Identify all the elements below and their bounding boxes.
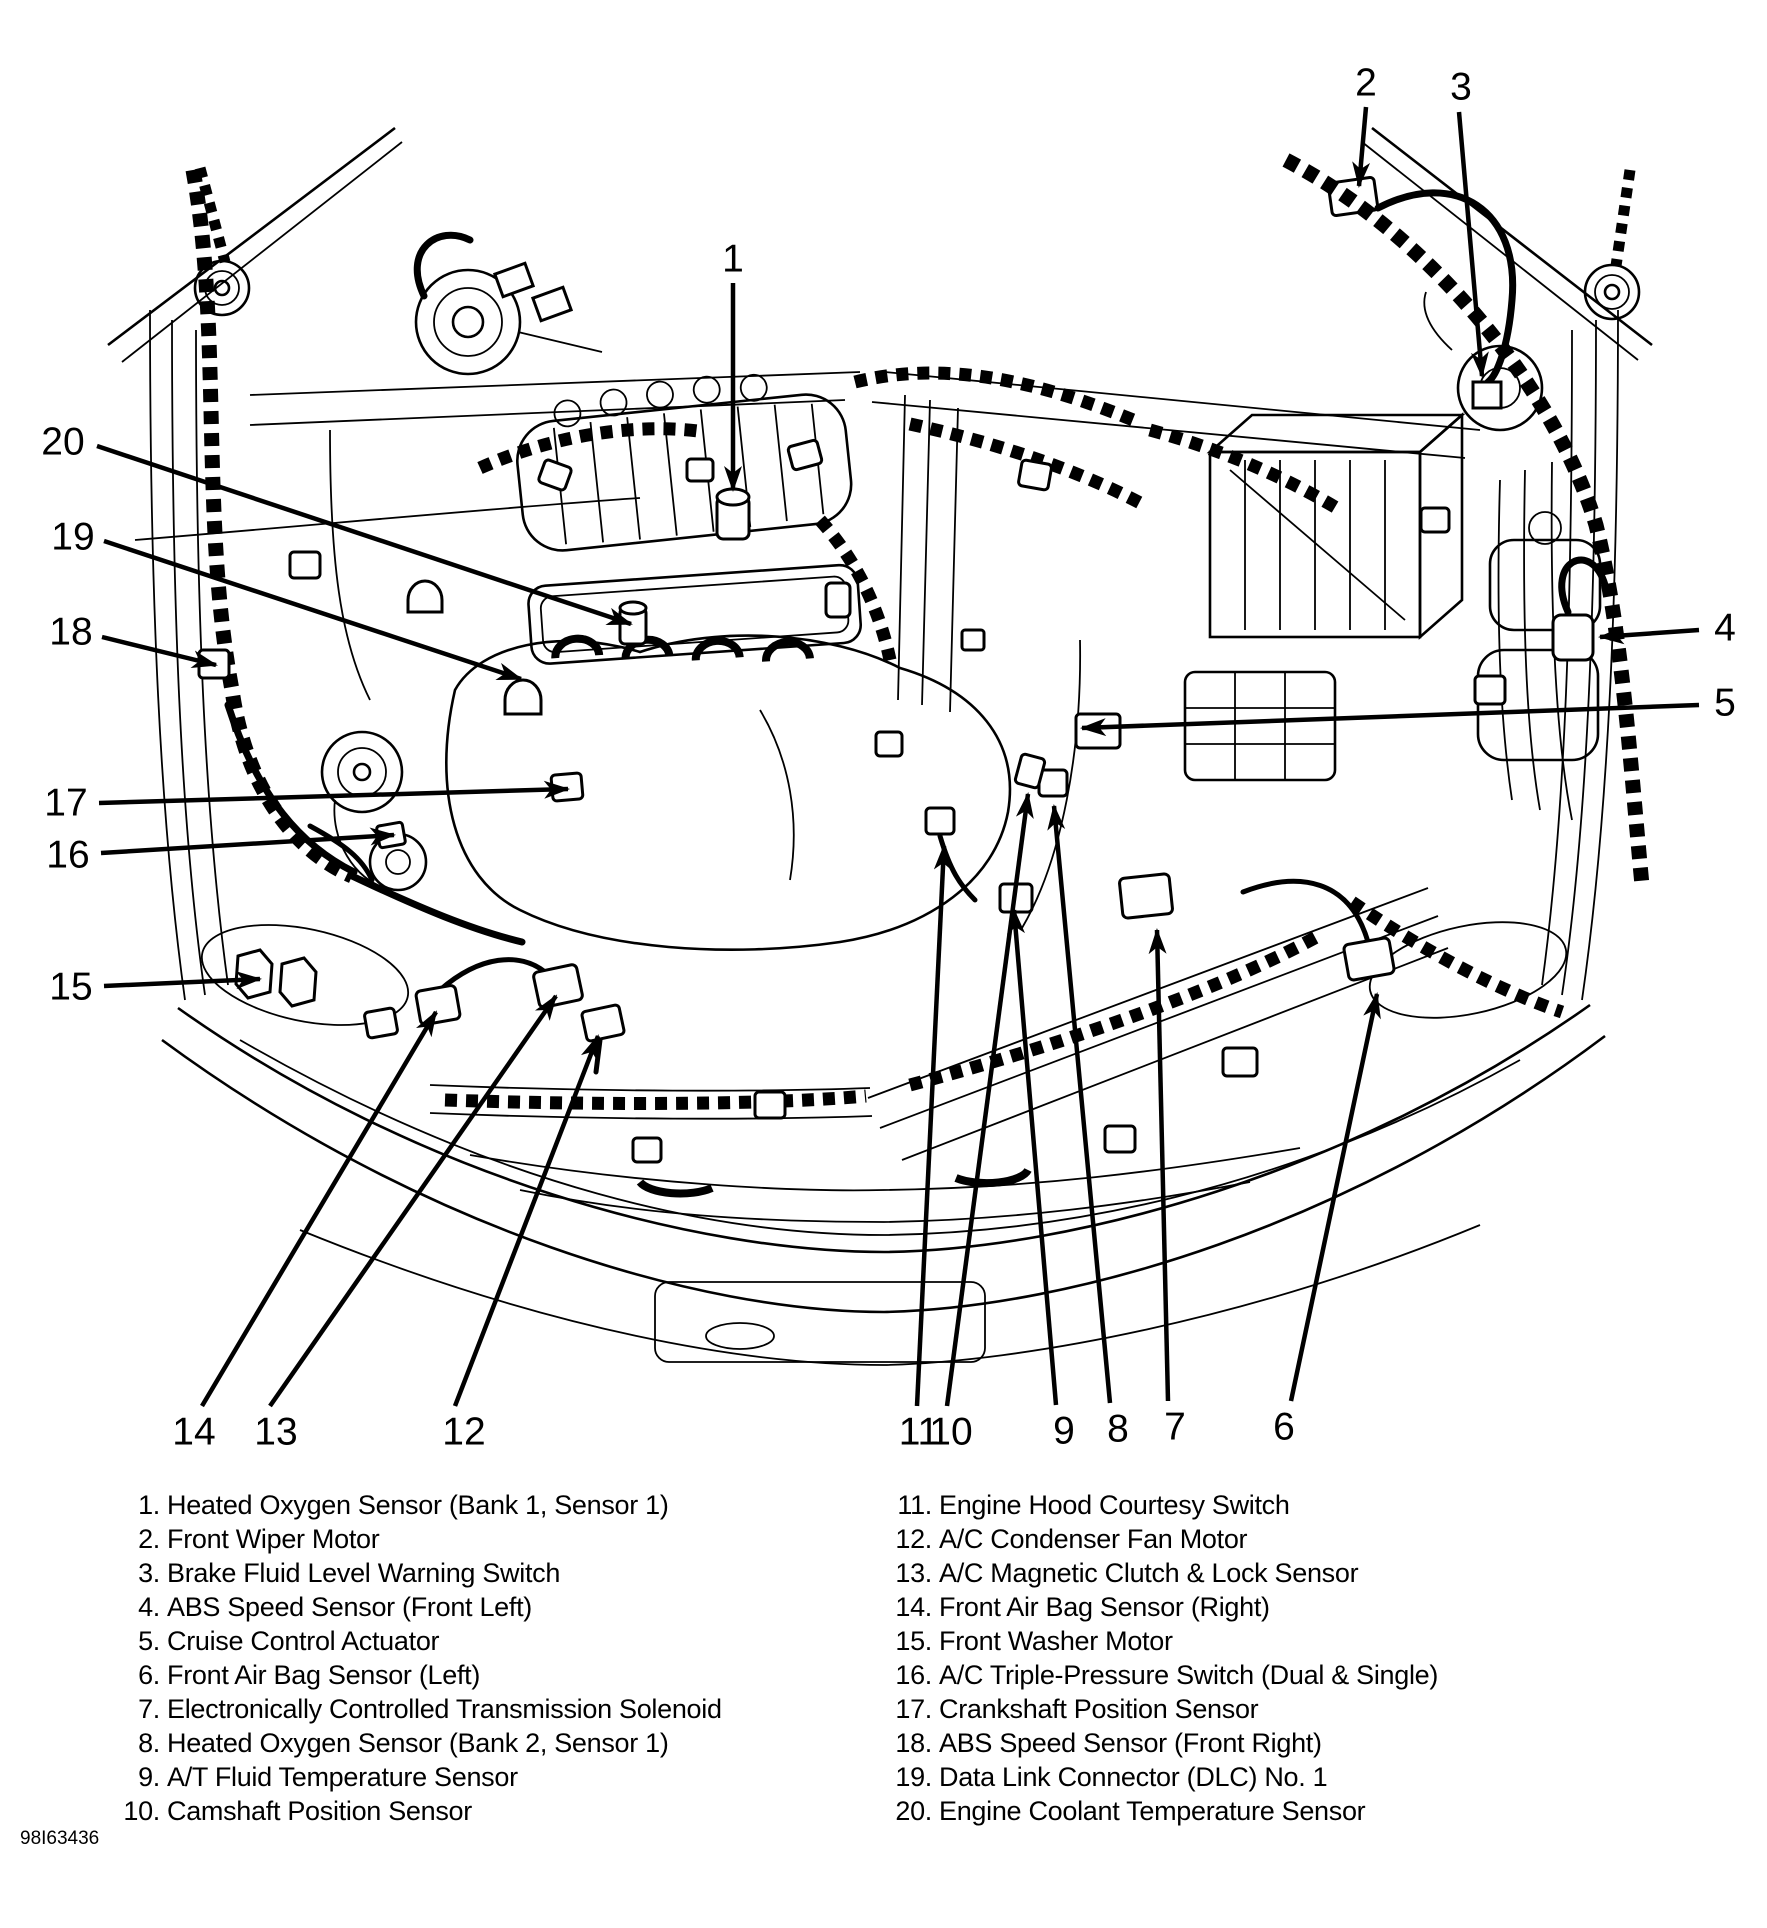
callout-leader-9 (1014, 910, 1056, 1405)
callout-number-3: 3 (1450, 65, 1472, 109)
legend-item-number: 20. (895, 1796, 932, 1826)
legend-item-label: ABS Speed Sensor (Front Right) (939, 1728, 1322, 1758)
legend-item-label: A/C Condenser Fan Motor (939, 1524, 1248, 1554)
callout-number-8: 8 (1107, 1407, 1129, 1451)
legend-item-label: Engine Hood Courtesy Switch (939, 1490, 1290, 1520)
legend-column-left (96, 1488, 876, 1828)
callout-leader-5 (1082, 705, 1699, 728)
legend-item-label: Engine Coolant Temperature Sensor (939, 1796, 1366, 1826)
legend-item (868, 1522, 1728, 1556)
callout-leader-3 (1459, 112, 1482, 376)
legend-item (96, 1488, 876, 1522)
legend-item (96, 1522, 876, 1556)
legend-item-number: 10. (123, 1796, 160, 1826)
engine-assembly (322, 363, 1080, 950)
callout-leader-14 (202, 1012, 436, 1406)
legend-item-number: 19. (895, 1762, 932, 1792)
callout-number-17: 17 (44, 781, 88, 825)
legend-item (96, 1590, 876, 1624)
legend-item-number: 5. (138, 1626, 160, 1656)
legend-item (868, 1794, 1728, 1828)
legend-item-number: 13. (895, 1558, 932, 1588)
legend-column-right (868, 1488, 1728, 1828)
legend-item (868, 1488, 1728, 1522)
legend-item-number: 7. (138, 1694, 160, 1724)
legend-item (868, 1692, 1728, 1726)
legend-item (868, 1726, 1728, 1760)
legend-item-label: Front Wiper Motor (167, 1524, 380, 1554)
legend-item-label: Heated Oxygen Sensor (Bank 1, Sensor 1) (167, 1490, 669, 1520)
callout-number-10: 10 (929, 1410, 973, 1454)
callout-leader-13 (270, 996, 556, 1406)
callout-number-6: 6 (1273, 1405, 1295, 1449)
callout-number-12: 12 (442, 1410, 486, 1454)
legend-item-number: 12. (895, 1524, 932, 1554)
legend-item-label: Data Link Connector (DLC) No. 1 (939, 1762, 1328, 1792)
legend-item-number: 18. (895, 1728, 932, 1758)
legend-item-label: Heated Oxygen Sensor (Bank 2, Sensor 1) (167, 1728, 669, 1758)
callout-number-4: 4 (1714, 606, 1736, 650)
legend-item-number: 11. (897, 1490, 932, 1520)
legend-item-label: Front Washer Motor (939, 1626, 1173, 1656)
legend-item (868, 1556, 1728, 1590)
legend-item (96, 1726, 876, 1760)
legend-item-number: 4. (138, 1592, 160, 1622)
callout-number-15: 15 (49, 965, 93, 1009)
legend-item (96, 1794, 876, 1828)
legend-item-number: 3. (138, 1558, 160, 1588)
callout-number-2: 2 (1355, 61, 1377, 105)
legend-item (96, 1658, 876, 1692)
callout-number-20: 20 (41, 420, 85, 464)
cowl-area (135, 177, 1639, 540)
legend-item-label: Front Air Bag Sensor (Left) (167, 1660, 481, 1690)
callout-leader-7 (1157, 930, 1168, 1401)
legend-item (868, 1624, 1728, 1658)
legend-item (96, 1624, 876, 1658)
legend-item-number: 9. (138, 1762, 160, 1792)
callout-number-14: 14 (172, 1410, 216, 1454)
legend-item-number: 6. (138, 1660, 160, 1690)
legend-item-label: Brake Fluid Level Warning Switch (167, 1558, 561, 1588)
legend-item-label: Front Air Bag Sensor (Right) (939, 1592, 1270, 1622)
legend-item-label: A/C Triple-Pressure Switch (Dual & Single) (939, 1660, 1439, 1690)
legend-item-number: 2. (138, 1524, 160, 1554)
legend-item-number: 16. (895, 1660, 932, 1690)
callout-leader-8 (1054, 806, 1110, 1403)
legend-item (96, 1556, 876, 1590)
legend-item (868, 1658, 1728, 1692)
callout-leader-11 (917, 846, 944, 1406)
legend-item-label: A/T Fluid Temperature Sensor (167, 1762, 518, 1792)
callout-number-5: 5 (1714, 681, 1736, 725)
callout-leader-6 (1291, 994, 1377, 1401)
callout-number-9: 9 (1053, 1409, 1075, 1453)
legend-item-label: Camshaft Position Sensor (167, 1796, 472, 1826)
legend-item-label: ABS Speed Sensor (Front Left) (167, 1592, 532, 1622)
legend-item (868, 1590, 1728, 1624)
legend-item-number: 15. (895, 1626, 932, 1656)
legend-item-label: Cruise Control Actuator (167, 1626, 440, 1656)
legend-item-number: 17. (895, 1694, 932, 1724)
callout-number-18: 18 (49, 610, 93, 654)
callout-number-19: 19 (51, 515, 95, 559)
legend-item (96, 1760, 876, 1794)
legend-item-number: 14. (895, 1592, 932, 1622)
callout-number-7: 7 (1164, 1405, 1186, 1449)
legend-item (868, 1760, 1728, 1794)
legend-item-label: A/C Magnetic Clutch & Lock Sensor (939, 1558, 1359, 1588)
callout-leader-10 (947, 794, 1028, 1406)
legend-item-number: 8. (138, 1728, 160, 1758)
callout-number-1: 1 (722, 237, 744, 281)
callout-number-13: 13 (254, 1410, 298, 1454)
legend-item-label: Crankshaft Position Sensor (939, 1694, 1259, 1724)
figure-code: 98I63436 (20, 1828, 100, 1849)
callout-leader-2 (1359, 107, 1366, 186)
callout-number-11: 11 (898, 1410, 940, 1454)
legend-item-label: Electronically Controlled Transmission Solenoid (167, 1694, 722, 1724)
callout-number-16: 16 (46, 833, 90, 877)
legend-item-number: 1. (138, 1490, 160, 1520)
callout-leader-12 (455, 1036, 598, 1406)
legend-item (96, 1692, 876, 1726)
